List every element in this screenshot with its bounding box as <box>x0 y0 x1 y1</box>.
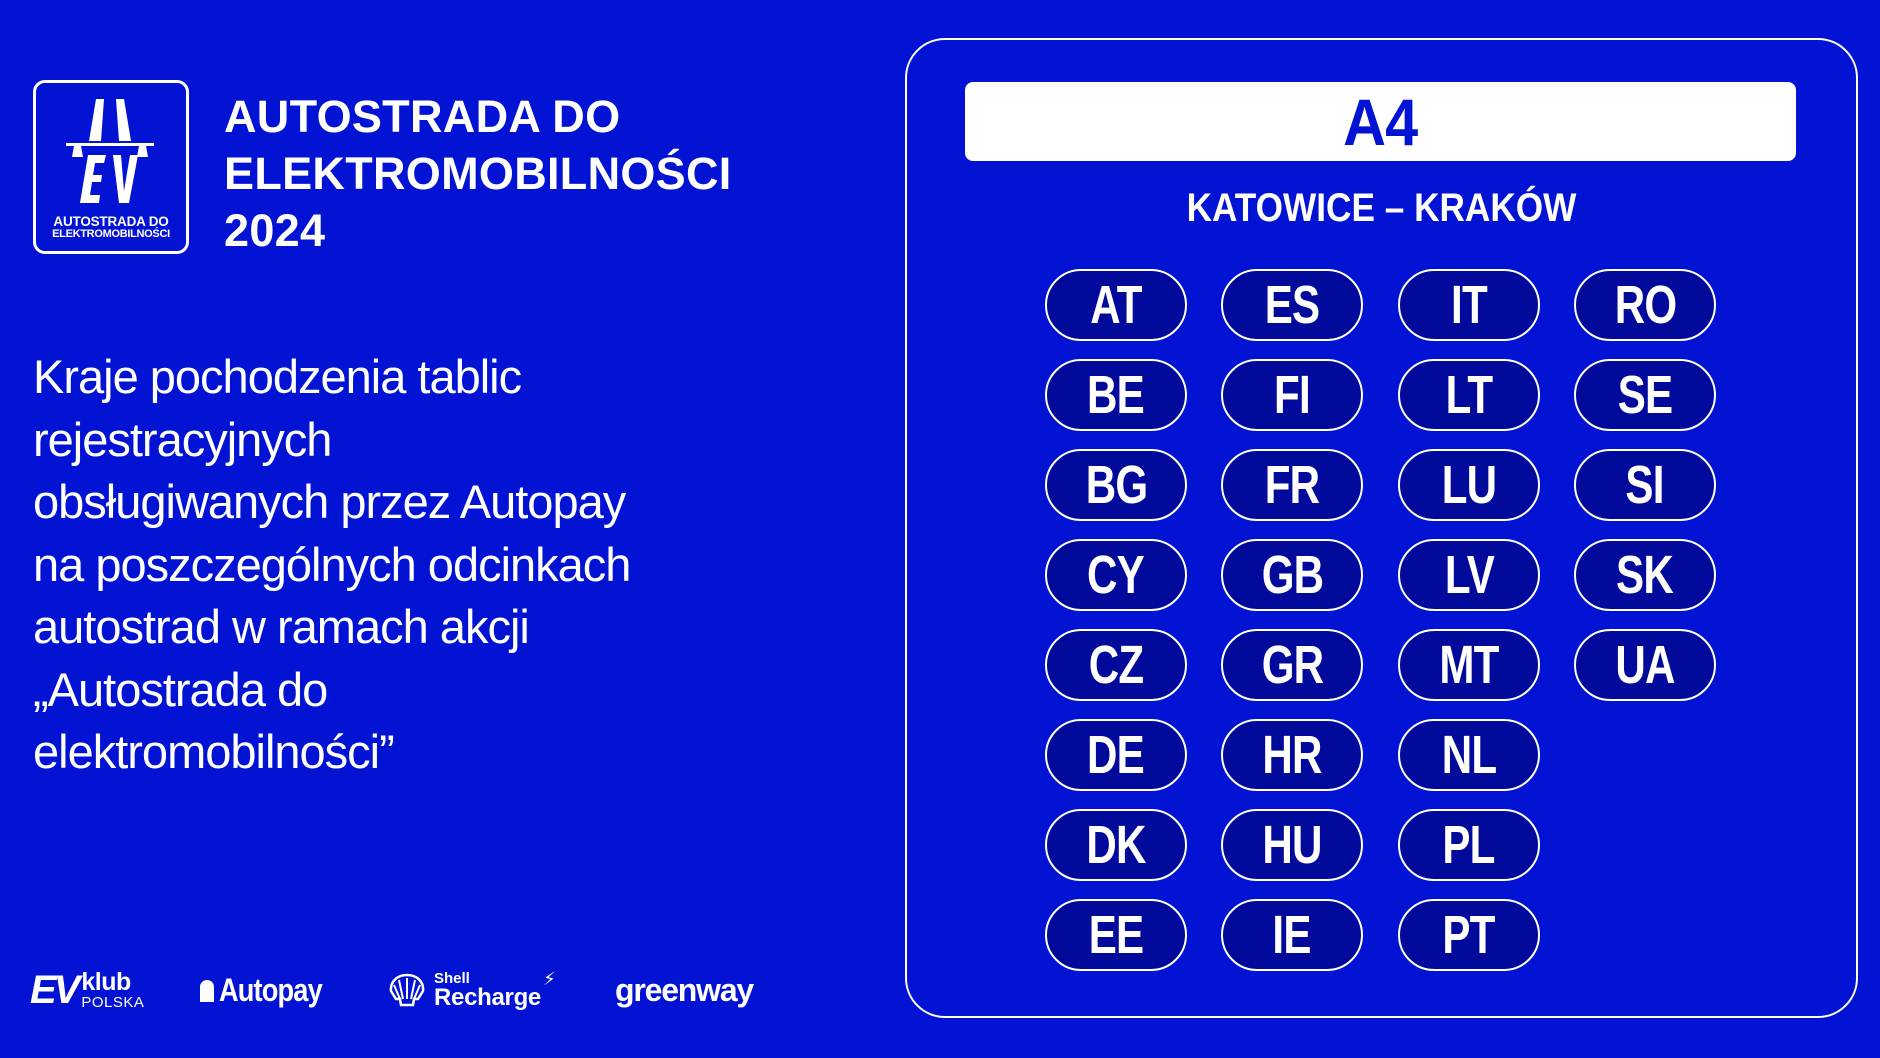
road-sign-bar <box>965 82 1796 161</box>
country-code: EE <box>1088 905 1144 965</box>
country-code: DE <box>1087 725 1145 785</box>
recharge-name: Recharge <box>434 983 541 1011</box>
country-badge <box>1398 539 1540 611</box>
logo-caption-line1: AUTOSTRADA DO <box>53 214 169 230</box>
country-badge <box>1398 899 1540 971</box>
route-label <box>905 186 1858 231</box>
country-badge <box>1398 449 1540 521</box>
description-line: obsługiwanych przez Autopay <box>33 475 626 528</box>
country-badge <box>1221 629 1363 701</box>
country-code: HR <box>1262 725 1322 785</box>
country-code: PT <box>1442 905 1496 965</box>
country-badge <box>1045 629 1187 701</box>
country-code: LV <box>1444 545 1494 605</box>
ev-klub-logo <box>30 962 144 1018</box>
country-code: FI <box>1274 365 1310 425</box>
country-code: FR <box>1264 455 1320 515</box>
country-code: IE <box>1272 905 1312 965</box>
title-line: AUTOSTRADA DO <box>224 91 621 142</box>
country-badge <box>1398 269 1540 341</box>
ev-klub-mark: EV <box>30 967 78 1012</box>
description-line: rejestracyjnych <box>33 412 332 466</box>
country-badge <box>1398 809 1540 881</box>
country-code: ES <box>1264 275 1320 335</box>
description-line: „Autostrada do <box>33 662 328 716</box>
logo-caption-line2: ELEKTROMOBILNOŚCI <box>52 228 170 241</box>
plug-icon: ⚡ <box>542 968 556 989</box>
country-badge <box>1045 269 1187 341</box>
country-badge <box>1045 359 1187 431</box>
logo-caption <box>36 215 186 241</box>
country-badge <box>1221 899 1363 971</box>
country-code: CZ <box>1088 635 1144 695</box>
autopay-name: Autopay <box>219 971 322 1008</box>
country-badge <box>1574 359 1716 431</box>
country-code: IT <box>1451 275 1487 335</box>
description-line: autostrad w ramach akcji <box>33 600 529 653</box>
country-badge <box>1574 449 1716 521</box>
shell-recharge-logo <box>388 962 556 1018</box>
country-badge <box>1221 359 1363 431</box>
road-code: A4 <box>1343 84 1418 159</box>
country-code: BE <box>1087 365 1145 425</box>
country-badge <box>1574 629 1716 701</box>
description-line: Kraje pochodzenia tablic <box>33 350 522 403</box>
country-badge <box>1221 449 1363 521</box>
country-badge <box>1221 809 1363 881</box>
country-badge <box>1045 809 1187 881</box>
greenway-name: greenway <box>615 971 754 1008</box>
description <box>33 346 753 784</box>
country-code: GR <box>1261 635 1323 695</box>
country-code: DK <box>1086 815 1146 875</box>
title-line: ELEKTROMOBILNOŚCI <box>224 148 732 199</box>
shell-name: Shell <box>434 969 470 987</box>
shell-pecten-icon <box>388 973 426 1007</box>
country-code: LU <box>1441 455 1497 515</box>
event-logo <box>33 80 189 254</box>
title-line: 2024 <box>224 205 326 256</box>
country-code: LT <box>1445 365 1493 425</box>
ev-klub-country: POLSKA <box>81 994 145 1011</box>
country-code: AT <box>1090 275 1142 335</box>
country-code: CY <box>1087 545 1145 605</box>
country-badge <box>1221 539 1363 611</box>
country-code: SK <box>1616 545 1674 605</box>
country-badge <box>1221 719 1363 791</box>
country-code: PL <box>1442 815 1496 875</box>
greenway-logo <box>615 962 753 1018</box>
country-code: HU <box>1262 815 1322 875</box>
page-title <box>224 88 732 259</box>
description-line: na poszczególnych odcinkach <box>33 537 631 591</box>
country-badge <box>1398 719 1540 791</box>
country-code: UA <box>1615 635 1675 695</box>
country-badge <box>1045 899 1187 971</box>
autopay-arch-icon <box>200 980 214 1002</box>
ev-klub-name: klub <box>81 968 131 996</box>
route-panel <box>905 38 1858 1018</box>
country-badge <box>1221 269 1363 341</box>
country-code: NL <box>1441 725 1497 785</box>
country-badge <box>1045 719 1187 791</box>
country-code: GB <box>1261 545 1323 605</box>
country-code: SI <box>1625 455 1665 515</box>
country-badge <box>1398 629 1540 701</box>
route-text: KATOWICE – KRAKÓW <box>1186 186 1577 230</box>
description-line: elektromobilności” <box>33 725 394 778</box>
country-code: RO <box>1614 275 1676 335</box>
country-badge <box>1045 539 1187 611</box>
country-code: MT <box>1439 635 1499 695</box>
country-badge <box>1574 539 1716 611</box>
country-badge <box>1574 269 1716 341</box>
highway-ev-icon <box>58 97 170 209</box>
country-badge <box>1398 359 1540 431</box>
country-badge <box>1045 449 1187 521</box>
country-code: SE <box>1617 365 1673 425</box>
country-code: BG <box>1085 455 1147 515</box>
autopay-logo <box>200 962 340 1018</box>
